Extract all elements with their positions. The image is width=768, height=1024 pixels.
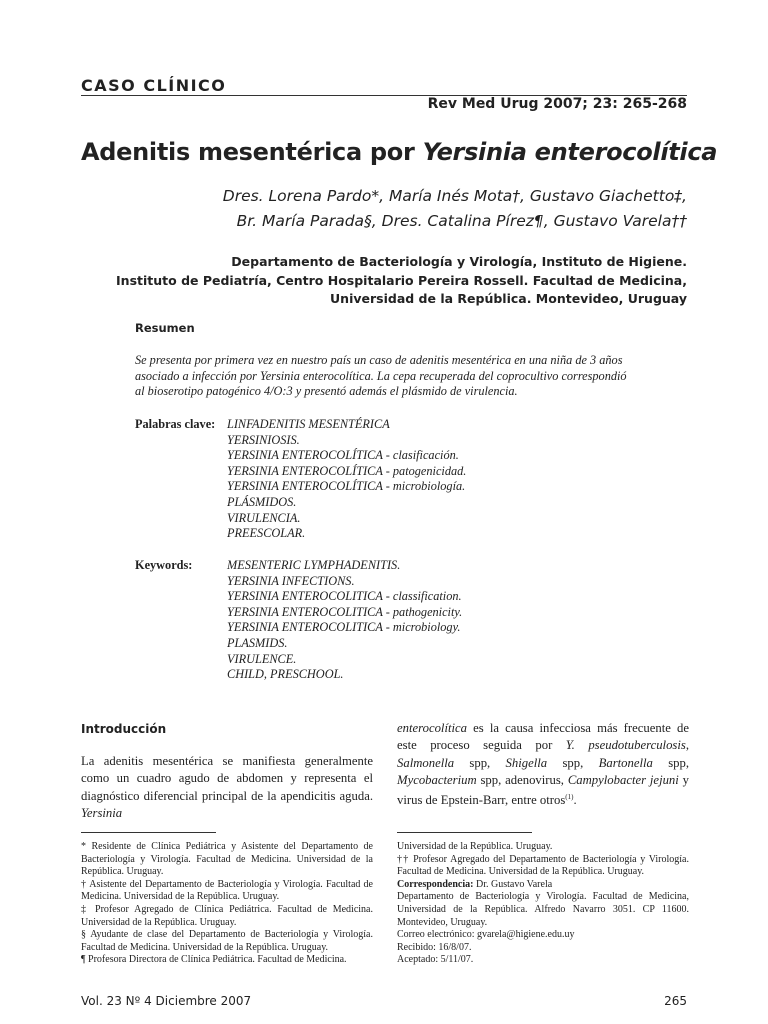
footnotes-left <box>81 841 373 967</box>
footnote: ‡ Profesor Agregado de Clínica Pediátrica. Facultad de Medicina. Universidad de la República. Uruguay. <box>81 903 373 928</box>
keyword-en: CHILD, PRESCHOOL. <box>227 667 344 682</box>
authors-line-2: Br. María Parada§, Dres. Catalina Pírez¶, Gustavo Varela†† <box>236 212 687 230</box>
keyword-en: MESENTERIC LYMPHADENITIS. <box>227 558 401 572</box>
reference-marker[interactable]: (1) <box>565 793 574 802</box>
keyword-en: YERSINIA ENTEROCOLITICA - classification. <box>227 589 462 604</box>
title-organism: Yersinia enterocolítica <box>422 138 718 166</box>
affiliation-line-2: Instituto de Pediatría, Centro Hospitalario Pereira Rossell. Facultad de Medicina, <box>116 273 687 288</box>
organism-name: Shigella <box>505 755 548 770</box>
text-run: , <box>685 738 689 753</box>
keyword-es: VIRULENCIA. <box>227 510 301 525</box>
accepted-date: Aceptado: 5/11/07. <box>397 954 474 966</box>
keyword-es: LINFADENITIS MESENTÉRICA <box>227 417 390 431</box>
keyword-en: PLASMIDS. <box>227 635 288 650</box>
palabras-clave-label: Palabras clave: <box>135 417 216 431</box>
organism-name: Y. pseudotuberculosis <box>565 738 686 753</box>
footnote: † Asistente del Departamento de Bacteriología y Virología. Facultad de Medicina. Universidad de la República. Uruguay. <box>81 878 373 903</box>
text-run: . <box>573 793 577 808</box>
keyword-en: YERSINIA ENTEROCOLITICA - pathogenicity. <box>227 604 463 619</box>
keyword-en: YERSINIA ENTEROCOLITICA - microbiology. <box>227 620 461 635</box>
footer-issue: Vol. 23 Nº 4 Diciembre 2007 <box>81 994 252 1008</box>
organism-name: Salmonella <box>397 755 455 770</box>
page-number: 265 <box>664 994 687 1008</box>
introduction-heading: Introducción <box>81 722 167 736</box>
footnote: Universidad de la República. Uruguay. <box>397 841 553 852</box>
authors-line-1: Dres. Lorena Pardo*, María Inés Mota†, Gustavo Giachetto‡, <box>222 187 687 205</box>
correspondence-address: Departamento de Bacteriología y Virología. Facultad de Medicina, Universidad de la República. Alfredo Navarro 3051. CP 11600. Montevideo, Uruguay. <box>397 891 689 928</box>
keyword-es: YERSINIA ENTEROCOLÍTICA - clasificación. <box>227 448 459 463</box>
footnote: § Ayudante de clase del Departamento de Bacteriología y Virología. Facultad de Medicina. Universidad de la República. Uruguay. <box>81 929 373 953</box>
text-run: y virus de Epstein-Barr, entre otros <box>397 772 690 808</box>
received-date: Recibido: 16/8/07. <box>397 941 472 953</box>
correspondence-name: Dr. Gustavo Varela <box>473 878 553 890</box>
abstract-heading: Resumen <box>135 321 195 335</box>
organism-name: enterocolítica <box>397 721 467 735</box>
affiliation-line-3: Universidad de la República. Montevideo, Uruguay <box>330 291 687 306</box>
footnote-rule-left <box>81 832 216 833</box>
text-run: es la causa infecciosa más frecuente de este proceso seguida por <box>397 721 689 753</box>
title-main: Adenitis mesentérica por <box>81 138 423 166</box>
text-run: spp, <box>547 755 599 770</box>
organism-name: Bartonella <box>598 755 653 770</box>
keyword-es: PLÁSMIDOS. <box>227 494 297 509</box>
correspondence <box>397 879 689 892</box>
footnote: * Residente de Clínica Pediátrica y Asistente del Departamento de Bacteriología y Virología. Facultad de Medicina. Universidad de la República. Uruguay. <box>81 841 373 878</box>
intro-organism: Yersinia <box>81 805 123 820</box>
keyword-en: YERSINIA INFECTIONS. <box>227 573 355 588</box>
keyword-es: YERSINIOSIS. <box>227 432 300 447</box>
section-label: CASO CLÍNICO <box>81 76 227 95</box>
footnote: †† Profesor Agregado del Departamento de Bacteriología y Virología. Facultad de Medicina. Universidad de la República. Uruguay. <box>397 853 689 878</box>
organism-name: Campylobacter jejuni <box>567 772 679 787</box>
journal-reference: Rev Med Urug 2007; 23: 265-268 <box>427 96 687 112</box>
affiliation-line-1: Departamento de Bacteriología y Virología, Instituto de Higiene. <box>231 254 687 269</box>
correspondence-email[interactable]: Correo electrónico: gvarela@higiene.edu.uy <box>397 929 575 941</box>
keyword-es: YERSINIA ENTEROCOLÍTICA - patogenicidad. <box>227 463 467 478</box>
intro-text: La adenitis mesentérica se manifiesta generalmente como un cuadro agudo de abdomen y representa el diagnóstico diferencial principal de la apendicitis aguda. <box>81 754 373 803</box>
article-title <box>81 138 717 166</box>
text-run: spp, adenovirus, <box>476 772 568 787</box>
text-run: spp, <box>454 755 506 770</box>
abstract-text: Se presenta por primera vez en nuestro país un caso de adenitis mesentérica en una niña de 3 años asociado a infección por Yersinia enterocolítica. La cepa recuperada del coprocultivo correspondió al bioserotipo patogénico 4/O:3 y presentó además el plásmido de virulencia. <box>135 353 627 399</box>
keywords-label: Keywords: <box>135 558 193 572</box>
footnotes-right <box>397 841 689 967</box>
keyword-es: YERSINIA ENTEROCOLÍTICA - microbiología. <box>227 479 466 494</box>
keyword-es: PREESCOLAR. <box>227 526 306 541</box>
text-run: spp, <box>652 755 689 770</box>
introduction-paragraph <box>81 753 373 822</box>
keywords-list <box>227 558 462 683</box>
palabras-clave-list <box>227 417 466 542</box>
introduction-continuation <box>397 720 689 810</box>
correspondence-label: Correspondencia: <box>397 878 474 890</box>
organism-name: Mycobacterium <box>397 772 477 787</box>
footnote-rule-right <box>397 832 532 833</box>
keyword-en: VIRULENCE. <box>227 651 297 666</box>
footnote: ¶ Profesora Directora de Clínica Pediátrica. Facultad de Medicina. <box>81 954 347 966</box>
